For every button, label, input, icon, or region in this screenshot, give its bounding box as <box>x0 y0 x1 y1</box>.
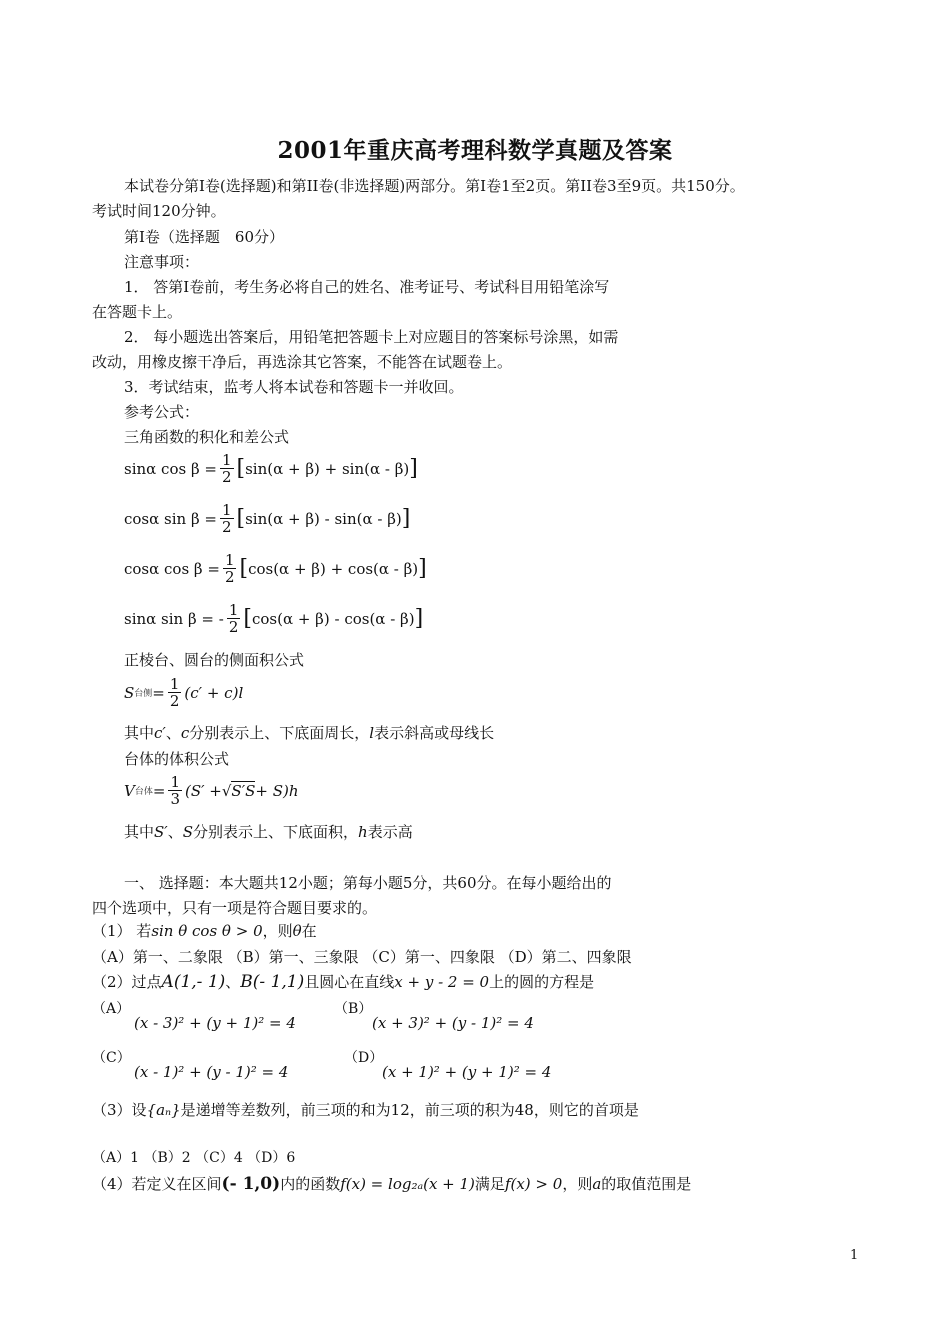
fraction-denominator: 3 <box>170 790 180 808</box>
q4-function: f(x) = log₂ₐ(x + 1) <box>340 1175 475 1193</box>
fraction-denominator: 2 <box>169 692 180 710</box>
formula-3 <box>124 552 427 585</box>
section1-line-1: 一、 选择题：本大题共12小题；第每小题5分，共60分。在每小题给出的 <box>124 874 612 892</box>
q4-a: a <box>592 1175 602 1193</box>
page-title: 2001年重庆高考理科数学真题及答案 <box>277 137 673 164</box>
volume-rhs-b: + S)h <box>255 781 299 800</box>
volume-note <box>124 822 413 842</box>
formula-2-rhs: sin(α + β) - sin(α - β) <box>245 509 402 528</box>
question-1 <box>92 921 317 941</box>
q1-theta: θ <box>292 922 302 940</box>
q2-line: x + y - 2 = 0 <box>394 973 490 991</box>
volume-heading: 台体的体积公式 <box>124 750 230 768</box>
volume-v: V <box>124 781 135 800</box>
page-number: 1 <box>850 1248 859 1263</box>
lateral-heading: 正棱台、圆台的侧面积公式 <box>124 651 305 669</box>
question-2 <box>92 972 594 992</box>
lateral-note-pre: 其中 <box>124 724 155 742</box>
lateral-note-l: l <box>369 724 375 742</box>
formula-4-rhs: cos(α + β) - cos(α - β) <box>251 609 415 628</box>
notice-item-2b: 改动，用橡皮擦干净后，再选涂其它答案，不能答在试题卷上。 <box>92 353 513 371</box>
q1-tail: 在 <box>301 922 317 940</box>
volume-fraction <box>168 774 182 807</box>
lateral-formula <box>124 676 243 709</box>
notice-item-1b: 在答题卡上。 <box>92 303 183 321</box>
lateral-note <box>124 723 494 743</box>
lateral-fraction <box>168 676 182 709</box>
q2-option-c: (x - 1)² + (y - 1)² = 4 <box>134 1063 289 1081</box>
lateral-s: S <box>124 683 135 702</box>
volume-formula <box>124 774 299 807</box>
formula-4-fraction <box>227 602 241 635</box>
section1-line-2: 四个选项中，只有一项是符合题目要求的。 <box>92 899 378 917</box>
lateral-note-c1: c′ <box>154 724 166 742</box>
q1-label: （1） 若 <box>92 922 152 940</box>
q3-post: 是递增等差数列，前三项的和为12，前三项的积为48，则它的首项是 <box>180 1101 639 1119</box>
q4-pre: （4）若定义在区间 <box>92 1175 222 1193</box>
fraction-numerator: 1 <box>170 773 180 791</box>
volume-root: S′S <box>231 782 256 800</box>
q4-post: 的取值范围是 <box>601 1175 692 1193</box>
lateral-s-subscript: 台侧 <box>134 689 153 699</box>
q1-options: （A）第一、二象限 （B）第一、三象限 （C）第一、四象限 （D）第二、四象限 <box>92 948 632 966</box>
q2-option-b-label: （B） <box>334 1001 373 1017</box>
fraction-denominator: 2 <box>221 518 232 536</box>
volume-note-s2: S <box>182 823 193 841</box>
q1-condition: sin θ cos θ > 0 <box>151 922 263 940</box>
q2-option-c-label: （C） <box>92 1050 131 1066</box>
notice-heading: 注意事项： <box>124 253 200 271</box>
intro-line-1: 本试卷分第Ⅰ卷(选择题)和第II卷(非选择题)两部分。第Ⅰ卷1至2页。第II卷3至9页。共150分。 <box>124 177 745 195</box>
formula-3-lhs: cosα cos β = <box>124 559 220 578</box>
volume-rhs-a: (S′ + <box>184 781 222 800</box>
notice-item-2a: 2． 每小题选出答案后，用铅笔把答题卡上对应题目的答案标号涂黑，如需 <box>124 328 619 346</box>
q4-condition: f(x) > 0 <box>504 1175 563 1193</box>
right-bracket-icon: ] <box>401 505 411 531</box>
q2-option-a-label: （A） <box>92 1001 131 1017</box>
fraction-numerator: 1 <box>224 551 235 569</box>
formula-2-fraction <box>220 502 234 535</box>
volume-note-pre: 其中 <box>124 823 155 841</box>
q2-option-d: (x + 1)² + (y + 1)² = 4 <box>382 1063 552 1081</box>
intro-line-2: 考试时间120分钟。 <box>92 202 226 220</box>
question-3 <box>92 1100 639 1120</box>
q2-option-a: (x - 3)² + (y + 1)² = 4 <box>134 1014 296 1032</box>
notice-item-3: 3．考试结束，监考人将本试卷和答题卡一并收回。 <box>124 378 464 396</box>
q3-sequence: {aₙ} <box>146 1101 181 1119</box>
question-4 <box>92 1174 691 1194</box>
formula-4 <box>124 602 423 635</box>
right-bracket-icon: ] <box>409 455 418 481</box>
formula-1-fraction <box>220 452 234 485</box>
q2-mid: 且圆心在直线 <box>304 973 395 991</box>
q1-post: ，则 <box>262 922 293 940</box>
formula-1-rhs: sin(α + β) + sin(α - β) <box>245 459 410 478</box>
q2-sep: 、 <box>225 973 241 991</box>
q4-mid3: ，则 <box>562 1175 593 1193</box>
formula-4-lhs: sinα sin β = - <box>124 609 224 628</box>
reference-heading: 参考公式： <box>124 403 200 421</box>
volume-note-h: h <box>358 823 368 841</box>
left-bracket-icon: [ <box>243 605 252 631</box>
lateral-note-c2: c <box>180 724 190 742</box>
q3-pre: （3）设 <box>92 1101 147 1119</box>
fraction-denominator: 2 <box>224 568 235 586</box>
lateral-rhs: (c′ + c)l <box>184 683 244 702</box>
right-bracket-icon: ] <box>418 555 427 581</box>
q2-post: 上的圆的方程是 <box>489 973 595 991</box>
formula-1 <box>124 452 418 485</box>
part1-heading: 第Ⅰ卷（选择题 60分） <box>124 228 285 246</box>
right-bracket-icon: ] <box>414 605 424 631</box>
q2-pre: （2）过点 <box>92 973 162 991</box>
trig-heading: 三角函数的积化和差公式 <box>124 428 290 446</box>
q2-point-a: A(1,- 1) <box>161 972 226 992</box>
formula-3-fraction <box>223 552 237 585</box>
formula-2 <box>124 502 410 535</box>
volume-eq: = <box>152 781 166 800</box>
fraction-denominator: 2 <box>221 468 232 486</box>
fraction-numerator: 1 <box>169 675 180 693</box>
q2-option-d-label: （D） <box>344 1050 384 1066</box>
fraction-numerator: 1 <box>221 501 232 519</box>
left-bracket-icon: [ <box>239 555 249 581</box>
left-bracket-icon: [ <box>236 455 246 481</box>
q3-options: （A）1 （B）2 （C）4 （D）6 <box>92 1150 296 1166</box>
lateral-note-mid2: 分别表示上、下底面周长， <box>189 724 370 742</box>
left-bracket-icon: [ <box>236 505 246 531</box>
sqrt-icon: √ <box>221 781 232 800</box>
notice-item-1a: 1． 答第Ⅰ卷前，考生务必将自己的姓名、准考证号、考试科目用铅笔涂写 <box>124 278 610 296</box>
volume-v-subscript: 台体 <box>134 787 153 797</box>
formula-2-lhs: cosα sin β = <box>124 509 217 528</box>
fraction-denominator: 2 <box>228 618 239 636</box>
q4-interval: (- 1,0) <box>221 1174 281 1194</box>
fraction-numerator: 1 <box>221 451 232 469</box>
fraction-numerator: 1 <box>228 601 239 619</box>
volume-note-s1: S′ <box>154 823 168 841</box>
q2-option-b: (x + 3)² + (y - 1)² = 4 <box>372 1014 534 1032</box>
lateral-note-post: 表示斜高或母线长 <box>374 724 495 742</box>
q2-point-b: B(- 1,1) <box>240 972 305 992</box>
formula-1-lhs: sinα cos β = <box>124 459 217 478</box>
lateral-note-mid1: 、 <box>165 724 181 742</box>
q4-mid: 内的函数 <box>280 1175 341 1193</box>
volume-note-mid2: 分别表示上、下底面积， <box>193 823 359 841</box>
formula-3-rhs: cos(α + β) + cos(α - β) <box>248 559 419 578</box>
volume-note-mid1: 、 <box>167 823 183 841</box>
q4-mid2: 满足 <box>474 1175 505 1193</box>
volume-note-post: 表示高 <box>367 823 413 841</box>
lateral-eq: = <box>152 683 165 702</box>
